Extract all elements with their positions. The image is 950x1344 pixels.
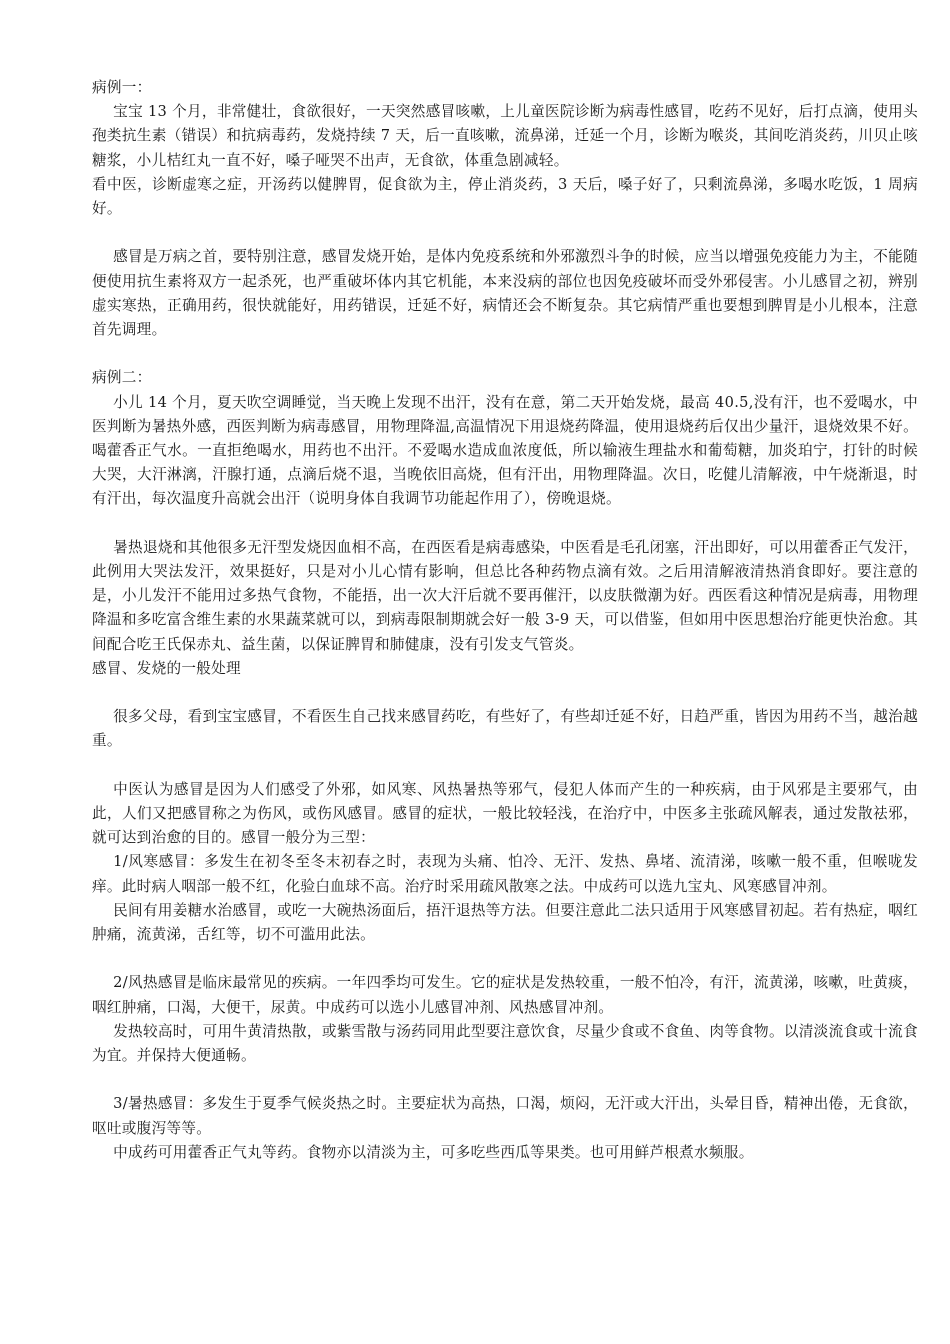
spacer xyxy=(92,512,918,536)
spacer xyxy=(92,947,918,971)
document-page xyxy=(92,76,918,1165)
case2-heading: 病例二： xyxy=(92,369,152,387)
type2-paragraph-2: 发热较高时，可用牛黄清热散，或紫雪散与汤药同用此型要注意饮食，尽量少食或不食鱼、肉等食物。以清淡流食或十流食为宜。并保持大便通畅。 xyxy=(92,1022,918,1065)
commentary-1-paragraph: 感冒是万病之首，要特别注意，感冒发烧开始，是体内免疫系统和外邪激烈斗争的时候，应当以增强免疫能力为主，不能随便使用抗生素将双方一起杀死，也严重破坏体内其它机能，本来没病的部位也因免疫破坏而受外邪侵害。小儿感冒之初，辨别虚实寒热，正确用药，很快就能好，用药错误，迁延不好，病情还会不断复杂。其它病情严重也要想到脾胃是小儿根本，注意首先调理。 xyxy=(92,248,918,339)
case2-paragraph-1: 小儿 14 个月，夏天吹空调睡觉，当天晚上发现不出汗，没有在意，第二天开始发烧，最高 40.5,没有汗，也不爱喝水，中医判断为暑热外感，西医判断为病毒感冒，用物理降温,高温情况下用退烧药降温，使用退烧药后仅出少量汗，退烧效果不好。喝藿香正气水。一直拒绝喝水，用药也不出汗。不爱喝水造成血浓度低，所以输液生理盐水和葡萄糖，加炎珀宁，打针的时候大哭，大汗淋漓，汗腺打通，点滴后烧不退，当晚依旧高烧，但有汗出，用物理降温。次日，吃健儿清解液，中午烧渐退，时有汗出，每次温度升高就会出汗（说明身体自我调节功能起作用了），傍晚退烧。 xyxy=(92,393,918,508)
section-title: 感冒、发烧的一般处理 xyxy=(92,659,241,677)
tcm-intro-paragraph: 中医认为感冒是因为人们感受了外邪，如风寒、风热暑热等邪气，侵犯人体而产生的一种疾病，由于风邪是主要邪气，由此，人们又把感冒称之为伤风，或伤风感冒。感冒的症状，一般比较轻浅，在治疗中，中医多主张疏风解表，通过发散祛邪，就可达到治愈的目的。感冒一般分为三型： xyxy=(92,780,918,847)
case1-paragraph-1: 宝宝 13 个月，非常健壮，食欲很好，一天突然感冒咳嗽，上儿童医院诊断为病毒性感冒，吃药不见好，后打点滴，使用头孢类抗生素（错误）和抗病毒药，发烧持续 7 天，后一直咳嗽，流鼻涕，迁延一个月，诊断为喉炎，其间吃消炎药，川贝止咳糖浆，小儿桔红丸一直不好，嗓子哑哭不出声，无食欲，体重急剧减轻。 xyxy=(92,103,918,169)
case1-paragraph-2: 看中医，诊断虚寒之症，开汤药以健脾胃，促食欲为主，停止消炎药，3 天后，嗓子好了，只剩流鼻涕，多喝水吃饭，1 周病好。 xyxy=(92,175,918,218)
type3-paragraph-2: 中成药可用藿香正气丸等药。食物亦以清淡为主，可多吃些西瓜等果类。也可用鲜芦根煮水频服。 xyxy=(113,1143,754,1161)
spacer xyxy=(92,754,918,778)
case1-heading: 病例一： xyxy=(92,79,152,96)
type1-paragraph-2: 民间有用姜糖水治感冒，或吃一大碗热汤面后，捂汗退热等方法。但要注意此二法只适用于风寒感冒初起。若有热症，咽红肿痛，流黄涕，舌红等，切不可滥用此法。 xyxy=(92,901,918,944)
spacer xyxy=(92,342,918,366)
spacer xyxy=(92,1068,918,1092)
type1-paragraph-1: 1/风寒感冒：多发生在初冬至冬末初春之时，表现为头痛、怕冷、无汗、发热、鼻堵、流清涕，咳嗽一般不重，但喉咙发痒。此时病人咽部一般不红，化验白血球不高。治疗时采用疏风散寒之法。中成药可以选九宝丸、风寒感冒冲剂。 xyxy=(92,853,918,895)
type3-paragraph-1: 3/暑热感冒：多发生于夏季气候炎热之时。主要症状为高热，口渴，烦闷，无汗或大汗出，头晕目昏，精神出倦，无食欲，呕吐或腹泻等等。 xyxy=(92,1095,918,1137)
general-intro-paragraph: 很多父母，看到宝宝感冒，不看医生自己找来感冒药吃，有些好了，有些却迁延不好，日趋严重，皆因为用药不当，越治越重。 xyxy=(92,708,918,750)
type2-paragraph-1: 2/风热感冒是临床最常见的疾病。一年四季均可发生。它的症状是发热较重，一般不怕冷，有汗，流黄涕，咳嗽，吐黄痰，咽红肿痛，口渴，大便干，尿黄。中成药可以选小儿感冒冲剂、风热感冒冲剂。 xyxy=(92,974,918,1016)
spacer xyxy=(92,221,918,245)
commentary-2-paragraph: 暑热退烧和其他很多无汗型发烧因血相不高，在西医看是病毒感染，中医看是毛孔闭塞，汗出即好，可以用藿香正气发汗，此例用大哭法发汗，效果挺好，只是对小儿心情有影响，但总比各种药物点滴有效。之后用清解液清热消食即好。要注意的是，小儿发汗不能用过多热气食物，不能捂，出一次大汗后就不要再催汗，以皮肤微潮为好。西医看这种情况是病毒，用物理降温和多吃富含维生素的水果蔬菜就可以，到病毒限制期就会好一般 3-9 天，可以借鉴，但如用中医思想治疗能更快治愈。其间配合吃王氏保赤丸、益生菌，以保证脾胃和肺健康，没有引发支气管炎。 xyxy=(92,538,918,653)
spacer xyxy=(92,681,918,705)
